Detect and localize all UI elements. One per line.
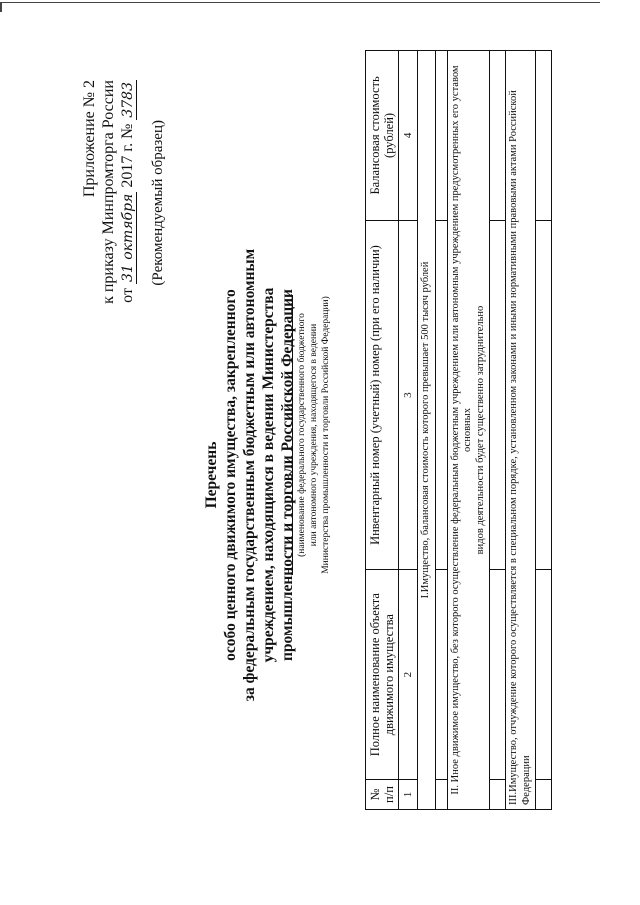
- date-prefix: от: [119, 288, 136, 303]
- header-number: № п/п: [366, 780, 399, 810]
- header-balance-value: Балансовая стоимость (рублей): [366, 51, 399, 221]
- table-cell: [490, 220, 506, 569]
- table-cell: [536, 570, 552, 780]
- title-line: Перечень: [203, 441, 220, 509]
- table-cell: [435, 51, 447, 221]
- column-number: 4: [399, 51, 418, 221]
- header-inventory-number: Инвентарный номер (учетный) номер (при его наличии): [366, 220, 399, 569]
- section-2-line-1: II. Иное движимое имущество, без которого осуществление федеральным бюджетным учреждением или автономным учреждением предусмотренных его уставом основных: [449, 65, 473, 795]
- column-number: 1: [399, 780, 418, 810]
- section-3-heading: III.Имущество, отчуждение которого осуществляется в специальном порядке, установленном законами и иными нормативными правовыми актами Российской Федерации: [506, 51, 536, 810]
- institution-name-caption: [296, 265, 332, 605]
- section-row: [447, 51, 490, 810]
- table-cell: [435, 570, 447, 780]
- section-row: [418, 51, 436, 810]
- year-text: 2017 г. №: [119, 123, 136, 188]
- section-row: [506, 51, 536, 810]
- section-2-line-2: видов деятельности будет существенно затруднительно: [474, 305, 486, 555]
- title-line: за федеральным государственным бюджетным или автономным: [241, 248, 258, 702]
- appendix-date-line: [118, 80, 138, 304]
- column-number-row: [399, 51, 418, 810]
- table-row: [536, 51, 552, 810]
- table-cell: [490, 51, 506, 221]
- table-cell: [536, 220, 552, 569]
- column-number: 3: [399, 220, 418, 569]
- appendix-order-ref: к приказу Минпромторга России: [100, 80, 117, 304]
- table-cell: [536, 780, 552, 810]
- section-1-heading: I.Имущество, балансовая стоимость которого превышает 500 тысяч рублей: [418, 51, 436, 810]
- assets-table: [365, 50, 552, 810]
- table-cell: [490, 780, 506, 810]
- appendix-number: Приложение № 2: [81, 80, 98, 198]
- institution-name-line: [292, 295, 293, 575]
- caption-line: или автономного учреждения, находящегося в ведении: [309, 323, 319, 547]
- appendix-block: [80, 80, 138, 304]
- table-row: [435, 51, 447, 810]
- table-cell: [536, 51, 552, 221]
- title-line: особо ценного движимого имущества, закрепленного: [222, 289, 239, 661]
- section-2-heading: [447, 51, 490, 810]
- header-name: Полное наименование объекта движимого имущества: [366, 570, 399, 780]
- caption-line: (наименование федерального государственного бюджетного: [297, 313, 307, 557]
- caption-line: Министерства промышленности и торговли Российской Федерации): [321, 296, 331, 574]
- table-cell: [435, 780, 447, 810]
- title-line: учреждением, находящимся в ведении Министерства: [260, 287, 277, 663]
- table-cell: [435, 220, 447, 569]
- table-row: [490, 51, 506, 810]
- title-line: промышленности и торговли Российской Федерации: [279, 289, 296, 661]
- handwritten-date: 31 октября: [120, 193, 136, 283]
- document-title: [202, 205, 297, 745]
- table-cell: [490, 570, 506, 780]
- header-row: [366, 51, 399, 810]
- handwritten-order-number: 3783: [120, 82, 136, 118]
- recommended-sample-label: (Рекомендуемый образец): [150, 120, 166, 286]
- column-number: 2: [399, 570, 418, 780]
